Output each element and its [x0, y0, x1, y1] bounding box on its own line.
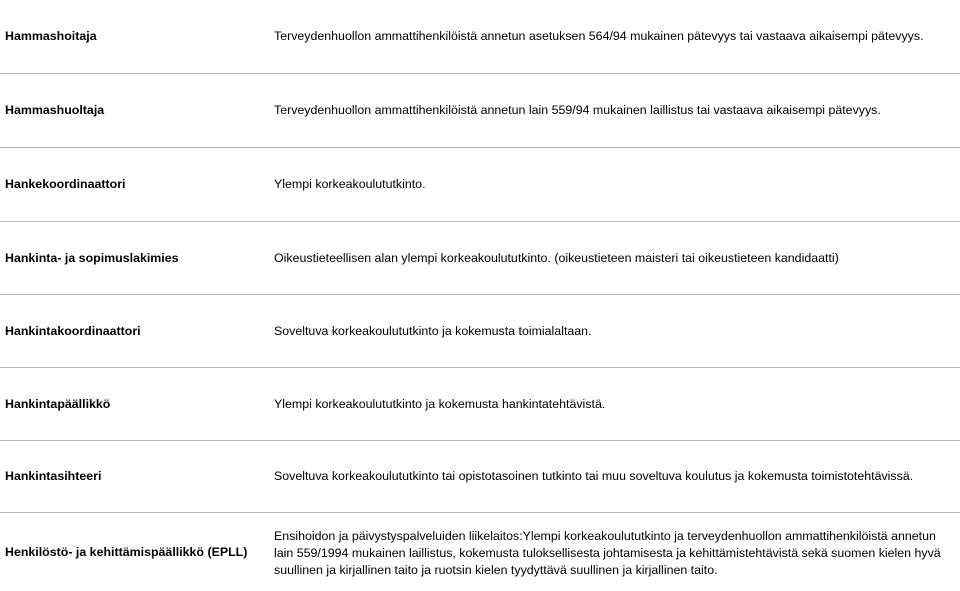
job-title: Henkilöstö- ja kehittämispäällikkö (EPLL)	[5, 544, 248, 559]
qualification-requirement: Soveltuva korkeakoulututkinto tai opistotasoinen tutkinto tai muu soveltuva koulutus ja kokemusta toimistotehtävissä.	[274, 469, 914, 483]
qualification-requirement: Soveltuva korkeakoulututkinto ja kokemusta toimialaltaan.	[274, 323, 592, 338]
job-title: Hammashuoltaja	[5, 103, 105, 117]
table-row	[0, 441, 960, 513]
table-row	[0, 295, 960, 368]
qualification-requirement: Ensihoidon ja päivystyspalveluiden liikelaitos:Ylempi korkeakoulututkinto ja terveydenhuollon ammattihenkilöistä annetun lain 559/1994 mukainen laillistus, kokemusta tuloksellisesta johtamisesta ja kehittämistehtävistä sekä suomen kielen hyvä suullinen ja kirjallinen taito ja ruotsin kielen tyydyttävä suullinen ja kirjallinen taito.	[274, 528, 941, 577]
qualification-requirement: Terveydenhuollon ammattihenkilöistä annetun lain 559/94 mukainen laillistus tai vastaava aikaisempi pätevyys.	[274, 103, 881, 117]
table-row	[0, 222, 960, 295]
job-title: Hankekoordinaattori	[5, 177, 126, 191]
table-row	[0, 513, 960, 591]
job-title: Hankintakoordinaattori	[5, 323, 141, 338]
table-row	[0, 148, 960, 222]
job-title: Hammashoitaja	[5, 29, 97, 43]
qualification-requirement: Ylempi korkeakoulututkinto ja kokemusta hankintatehtävistä.	[274, 396, 606, 411]
table-row	[0, 368, 960, 441]
qualification-requirement: Oikeustieteellisen alan ylempi korkeakoulututkinto. (oikeustieteen maisteri tai oikeustieteen kandidaatti)	[274, 250, 839, 265]
job-title: Hankintasihteeri	[5, 469, 102, 483]
job-title: Hankinta- ja sopimuslakimies	[5, 250, 179, 265]
qualification-requirement: Ylempi korkeakoulututkinto.	[274, 177, 426, 191]
table-row	[0, 0, 960, 74]
job-title: Hankintapäällikkö	[5, 396, 111, 411]
qualification-requirement: Terveydenhuollon ammattihenkilöistä annetun asetuksen 564/94 mukainen pätevyys tai vastaava aikaisempi pätevyys.	[274, 29, 924, 43]
table-row	[0, 74, 960, 148]
